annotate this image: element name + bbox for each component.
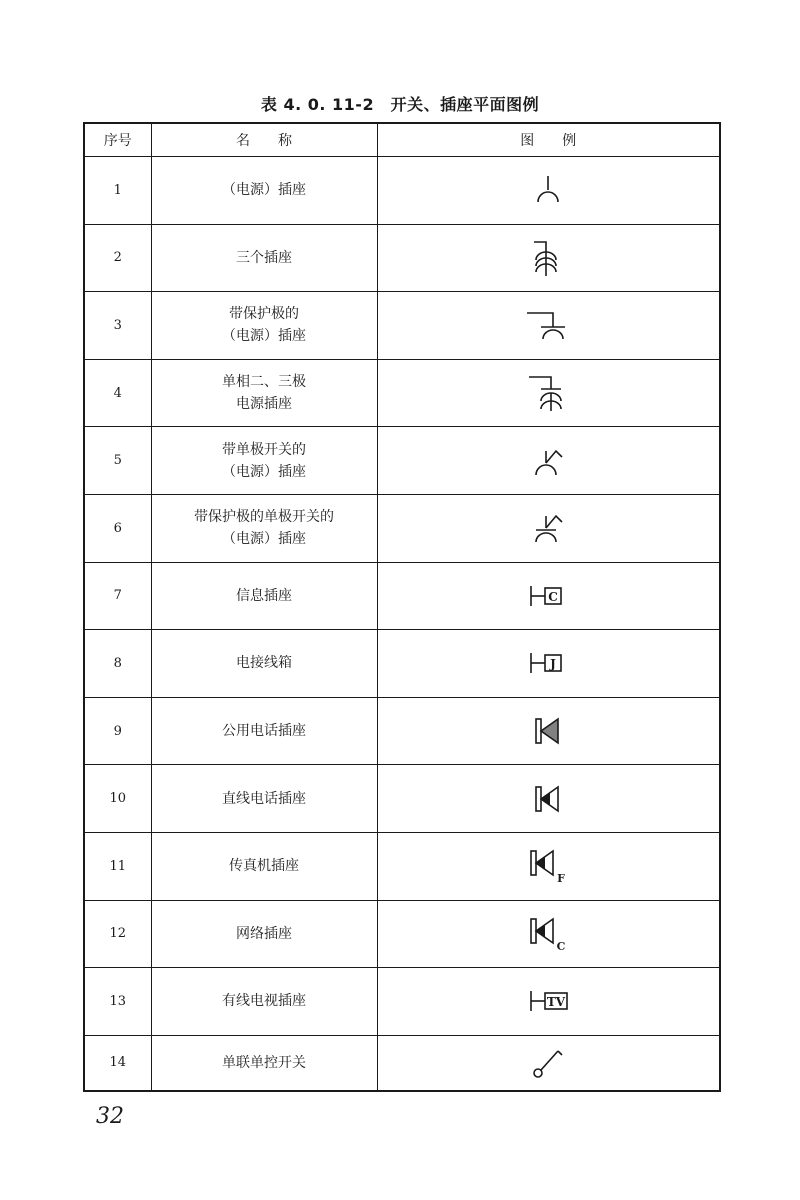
row-name-line: 带保护极的单极开关的	[194, 509, 334, 526]
row-name-line: 网络插座	[236, 925, 292, 942]
protective-earth-socket-icon	[523, 315, 573, 334]
row-name-line: 单联单控开关	[222, 1054, 306, 1071]
row-name	[151, 359, 377, 427]
row-number: 10	[84, 765, 151, 833]
table-row	[84, 1035, 720, 1091]
svg-text:TV: TV	[547, 995, 566, 1010]
row-symbol	[377, 292, 720, 360]
table-row	[84, 832, 720, 900]
row-symbol	[377, 765, 720, 833]
row-number: 7	[84, 562, 151, 630]
row-name-line: （电源）插座	[222, 328, 306, 345]
symbol-legend-table	[83, 122, 721, 1092]
row-name-line: 带单极开关的	[222, 441, 306, 458]
row-name-line: 电接线箱	[236, 655, 292, 672]
row-symbol	[377, 1035, 720, 1091]
table-row	[84, 359, 720, 427]
table-row	[84, 427, 720, 495]
row-name-line: 信息插座	[236, 587, 292, 604]
single-socket-icon	[528, 180, 568, 199]
header-no: 序号	[84, 123, 151, 157]
table-row	[84, 968, 720, 1036]
row-number: 12	[84, 900, 151, 968]
page-number: 32	[96, 1104, 124, 1129]
row-number: 1	[84, 157, 151, 225]
row-name	[151, 900, 377, 968]
row-number: 6	[84, 494, 151, 562]
table-row	[84, 562, 720, 630]
table-row	[84, 630, 720, 698]
table-title: 表 4. 0. 11-2 开关、插座平面图例	[260, 95, 540, 114]
direct-telephone-outlet-icon	[528, 788, 568, 807]
table-row	[84, 292, 720, 360]
switched-protective-socket-icon	[528, 518, 568, 537]
header-name: 名 称	[151, 123, 377, 157]
junction-box-icon	[525, 653, 571, 672]
row-number: 8	[84, 630, 151, 698]
header-row	[84, 123, 720, 157]
row-symbol	[377, 157, 720, 225]
row-symbol	[377, 494, 720, 562]
row-number: 3	[84, 292, 151, 360]
svg-text:C: C	[556, 939, 566, 953]
row-name-line: 电源插座	[236, 396, 292, 413]
table-row	[84, 900, 720, 968]
table-row	[84, 765, 720, 833]
svg-text:F: F	[557, 872, 566, 886]
row-number: 13	[84, 968, 151, 1036]
two-three-pole-socket-icon	[525, 383, 571, 402]
single-gang-switch-icon	[528, 1052, 568, 1071]
row-name	[151, 427, 377, 495]
row-symbol	[377, 562, 720, 630]
row-name-line: 三个插座	[236, 249, 292, 266]
row-symbol	[377, 224, 720, 292]
header-symbol: 图 例	[377, 123, 720, 157]
row-number: 5	[84, 427, 151, 495]
svg-text:J: J	[550, 657, 557, 672]
table-row	[84, 494, 720, 562]
row-name	[151, 292, 377, 360]
row-name-line: 单相二、三极	[222, 374, 306, 391]
fax-outlet-icon	[525, 856, 571, 886]
row-number: 14	[84, 1035, 151, 1091]
row-symbol	[377, 968, 720, 1036]
row-symbol	[377, 832, 720, 900]
public-telephone-outlet-icon	[528, 721, 568, 740]
row-name	[151, 494, 377, 562]
row-name	[151, 630, 377, 698]
row-name	[151, 157, 377, 225]
row-number: 2	[84, 224, 151, 292]
svg-text:C: C	[548, 589, 559, 604]
network-outlet-icon	[525, 923, 571, 953]
row-name	[151, 765, 377, 833]
switched-socket-icon	[528, 450, 568, 469]
row-name	[151, 697, 377, 765]
table-row	[84, 697, 720, 765]
row-name-line: 传真机插座	[229, 858, 299, 875]
row-name-line: （电源）插座	[222, 182, 306, 199]
table-row	[84, 157, 720, 225]
information-outlet-icon	[525, 585, 571, 604]
row-name-line: （电源）插座	[222, 531, 306, 548]
row-symbol	[377, 359, 720, 427]
row-name-line: 公用电话插座	[222, 723, 306, 740]
row-name	[151, 224, 377, 292]
row-symbol	[377, 630, 720, 698]
row-name-line: （电源）插座	[222, 463, 306, 480]
row-name-line: 有线电视插座	[222, 993, 306, 1010]
row-symbol	[377, 697, 720, 765]
row-number: 9	[84, 697, 151, 765]
row-name	[151, 562, 377, 630]
row-number: 11	[84, 832, 151, 900]
cable-tv-outlet-icon	[525, 991, 571, 1010]
row-number: 4	[84, 359, 151, 427]
triple-socket-icon	[528, 247, 568, 266]
row-name-line: 带保护极的	[229, 306, 299, 323]
row-name	[151, 1035, 377, 1091]
table-row	[84, 224, 720, 292]
row-name-line: 直线电话插座	[222, 790, 306, 807]
row-symbol	[377, 900, 720, 968]
row-name	[151, 832, 377, 900]
row-symbol	[377, 427, 720, 495]
row-name	[151, 968, 377, 1036]
